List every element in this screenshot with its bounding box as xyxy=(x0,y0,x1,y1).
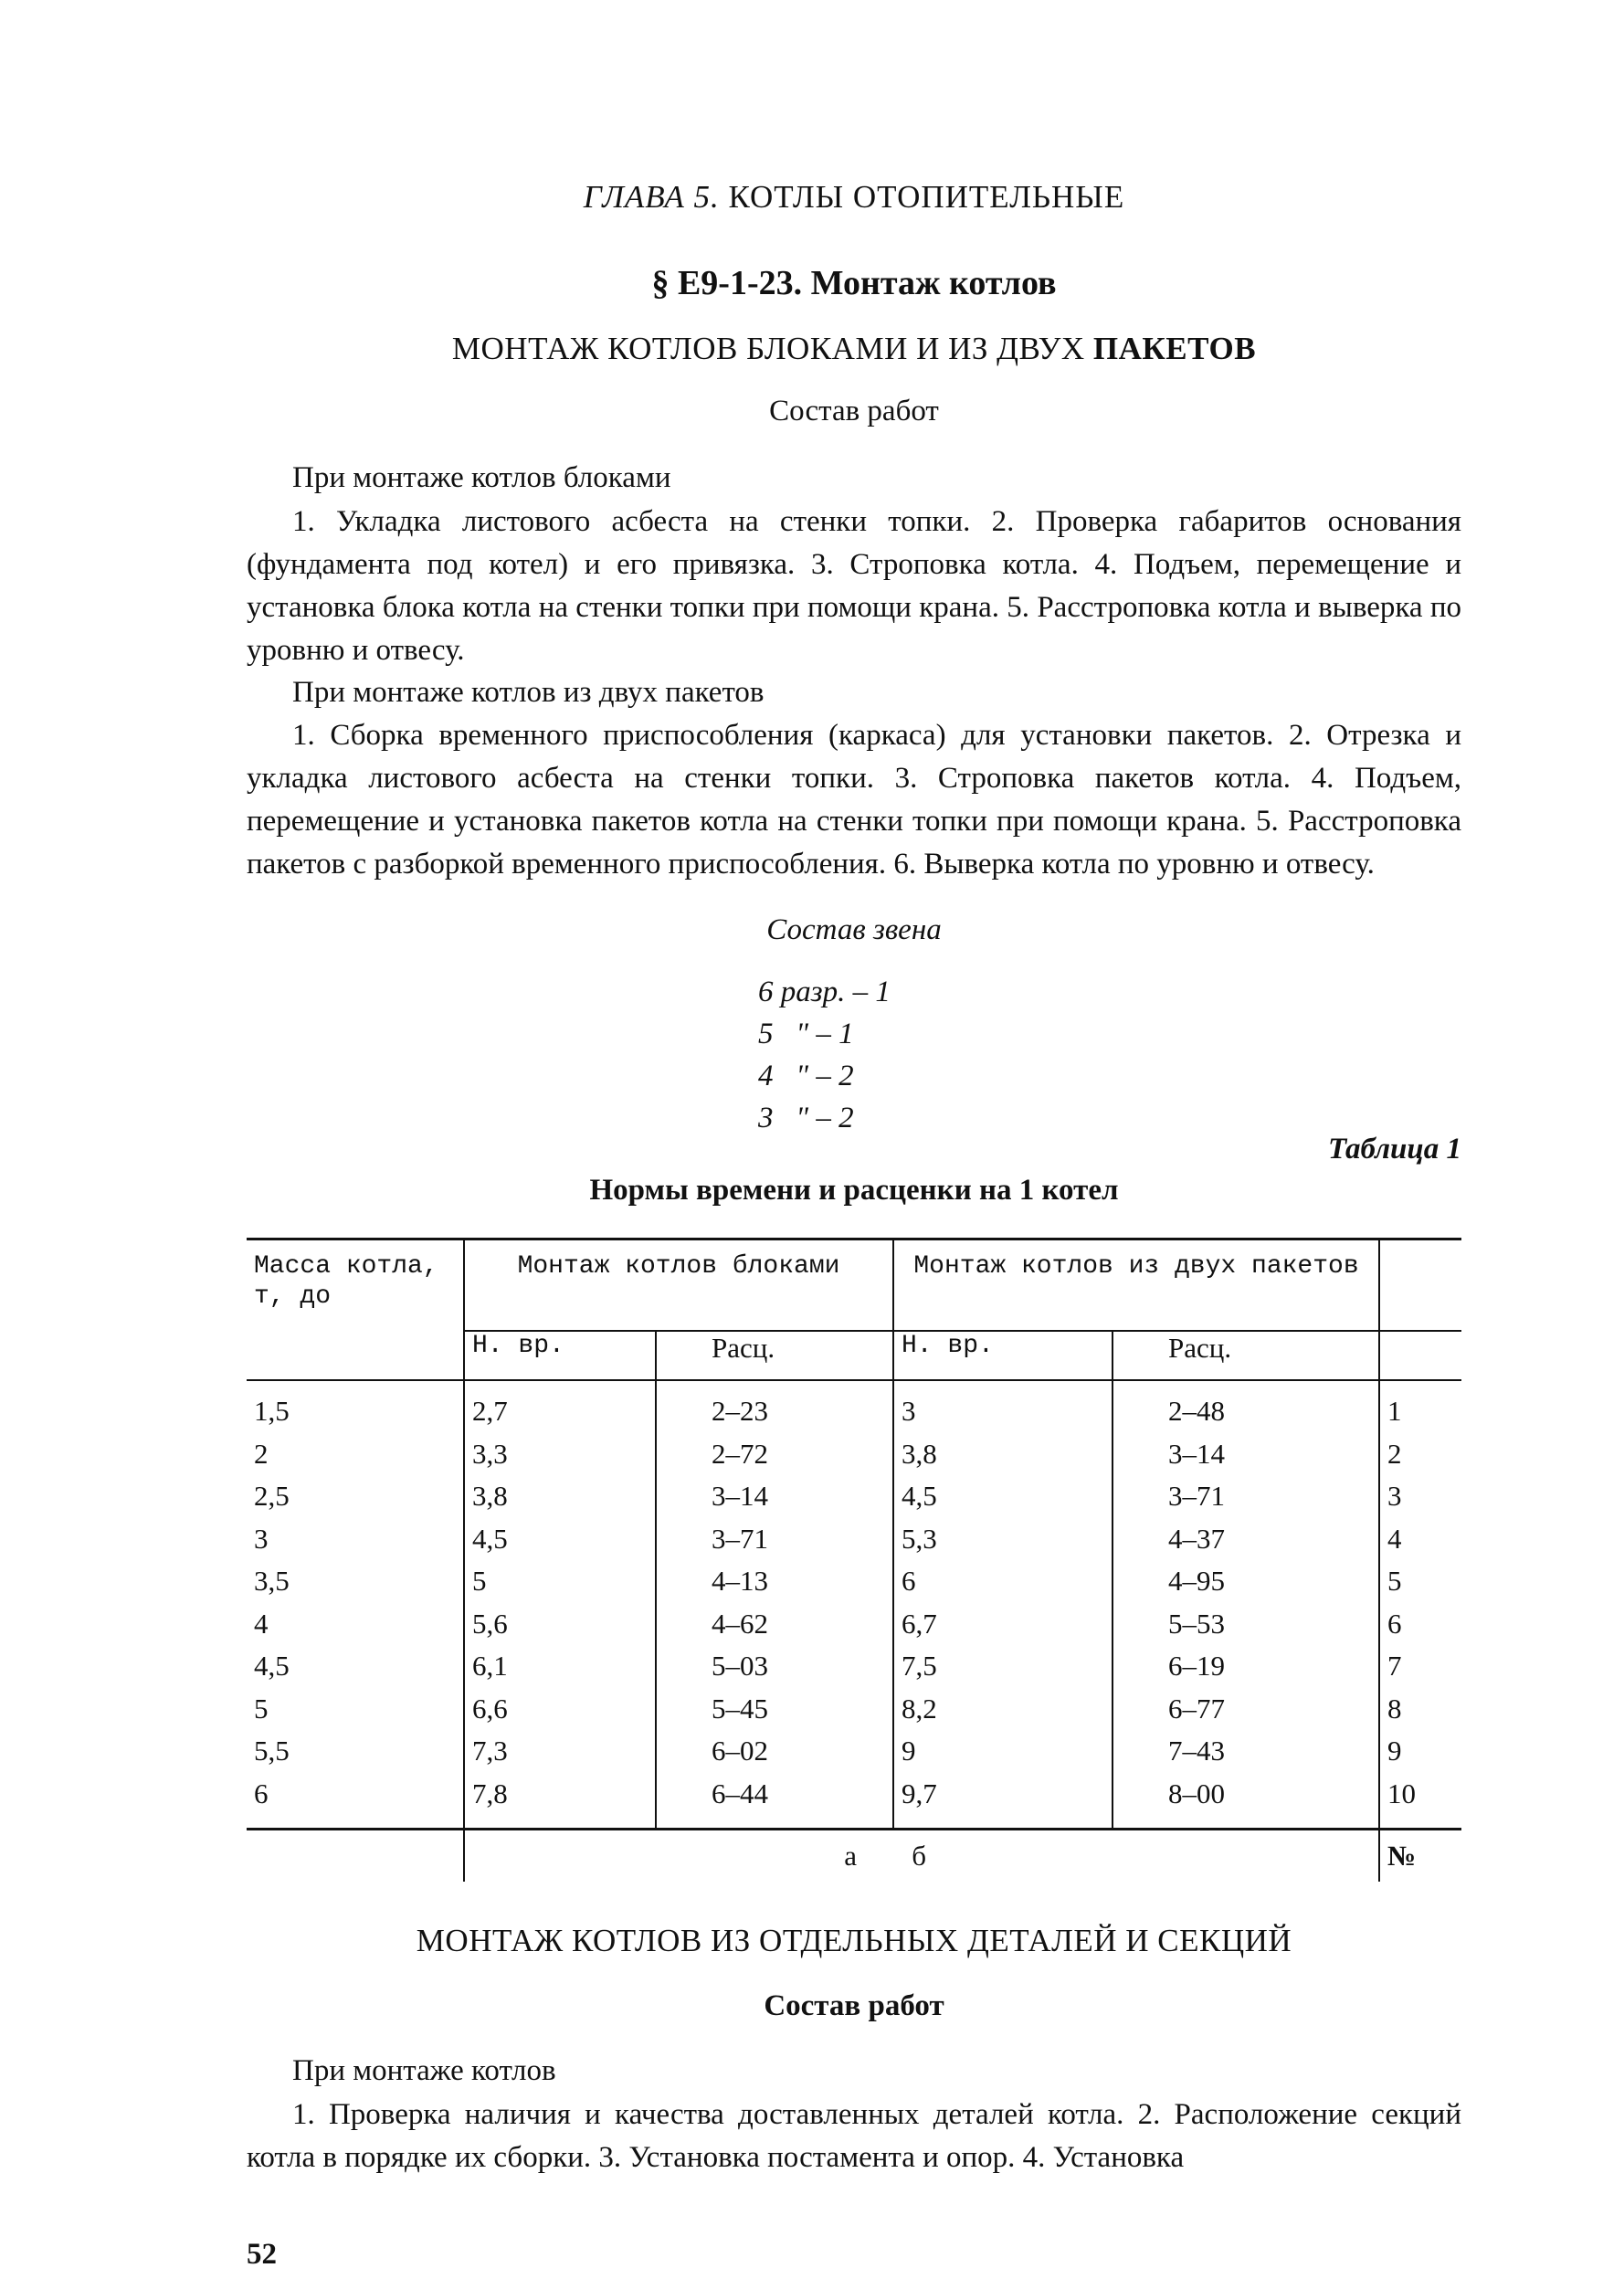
cell-b-time: 9 xyxy=(893,1730,1113,1773)
table-row xyxy=(247,1603,1461,1646)
cell-a-rate: 2–23 xyxy=(656,1380,893,1433)
cell-a-rate: 6–44 xyxy=(656,1773,893,1830)
chapter-label: ГЛАВА 5. xyxy=(583,179,720,215)
cell-b-time: 6 xyxy=(893,1560,1113,1603)
table-row xyxy=(247,1688,1461,1731)
cell-a-time: 7,8 xyxy=(464,1773,656,1830)
cell-b-rate: 8–00 xyxy=(1113,1773,1379,1830)
crew-title: Состав звена xyxy=(766,913,942,946)
subsection-title xyxy=(247,331,1461,367)
cell-a-time: 5 xyxy=(464,1560,656,1603)
chapter-title: КОТЛЫ ОТОПИТЕЛЬНЫЕ xyxy=(728,179,1125,215)
cell-a-rate: 5–45 xyxy=(656,1688,893,1731)
cell-a-rate: 4–62 xyxy=(656,1603,893,1646)
cell-mass: 3 xyxy=(254,1522,269,1555)
section-title: § Е9-1-23. Монтаж котлов xyxy=(651,264,1057,302)
cell-b-rate: 2–48 xyxy=(1113,1380,1379,1433)
crew-line: 4 " – 2 xyxy=(758,1060,854,1092)
table-row xyxy=(247,1773,1461,1830)
cell-mass: 4 xyxy=(254,1607,269,1640)
col-mass-header: Масса котла, т, до xyxy=(247,1239,464,1381)
table-row xyxy=(247,1433,1461,1476)
table-footer-row xyxy=(247,1830,1461,1883)
blocks-heading xyxy=(247,457,1461,500)
parts-text: 1. Проверка наличия и качества доставленных деталей котла. 2. Расположение секций котла в порядке их сборки. 3. Установка постамента и опор. 4. Установка xyxy=(247,2098,1461,2174)
cell-a-time: 3,3 xyxy=(464,1433,656,1476)
cell-num: 9 xyxy=(1379,1730,1461,1773)
packets-text: 1. Сборка временного приспособления (каркаса) для установки пакетов. 2. Отрезка и укладка листового асбеста на стенки топки. 3. Строповка пакетов котла. 4. Подъем, перемещение и установка пакетов котла на стенки топки при помощи крана. 5. Расстроповка пакетов с разборкой временного приспособления. 6. Выверка котла по уровню и отвесу. xyxy=(247,719,1461,881)
cell-mass: 5,5 xyxy=(254,1735,290,1767)
table-row xyxy=(247,1475,1461,1518)
cell-a-time: 3,8 xyxy=(464,1475,656,1518)
cell-b-time: 5,3 xyxy=(893,1518,1113,1561)
subsection-title-bold: ПАКЕТОВ xyxy=(1092,331,1257,366)
crew-line: 5 " – 1 xyxy=(758,1018,854,1050)
crew-list xyxy=(758,971,891,1139)
cell-a-rate: 6–02 xyxy=(656,1730,893,1773)
cell-a-time: 7,3 xyxy=(464,1730,656,1773)
cell-a-time: 6,1 xyxy=(464,1645,656,1688)
norms-table xyxy=(247,1238,1461,1882)
cell-b-time: 3,8 xyxy=(893,1433,1113,1476)
blocks-text: 1. Укладка листового асбеста на стенки топки. 2. Проверка габаритов основания (фундамента под котел) и его привязка. 3. Строповка котла. 4. Подъем, перемещение и установка блока котла на стенки топки при помощи крана. 5. Расстроповка котла и выверка по уровню и отвесу. xyxy=(247,505,1461,667)
cell-num: 6 xyxy=(1379,1603,1461,1646)
footer-mass xyxy=(247,1830,464,1883)
cell-mass: 2,5 xyxy=(254,1480,290,1512)
table-header-row xyxy=(247,1239,1461,1332)
cell-b-time: 6,7 xyxy=(893,1603,1113,1646)
a-time-header: Н. вр. xyxy=(464,1331,656,1380)
cell-b-rate: 7–43 xyxy=(1113,1730,1379,1773)
cell-b-time: 7,5 xyxy=(893,1645,1113,1688)
cell-mass: 6 xyxy=(247,1773,464,1830)
cell-a-time: 2,7 xyxy=(464,1380,656,1433)
packets-heading xyxy=(247,671,1461,714)
cell-mass: 1,5 xyxy=(254,1395,290,1427)
subsection2-title: МОНТАЖ КОТЛОВ ИЗ ОТДЕЛЬНЫХ ДЕТАЛЕЙ И СЕКЦИЙ xyxy=(416,1923,1292,1958)
cell-b-time: 3 xyxy=(893,1380,1113,1433)
table-row xyxy=(247,1380,1461,1433)
subsection-title-main: МОНТАЖ КОТЛОВ БЛОКАМИ И ИЗ ДВУХ xyxy=(451,331,1085,366)
cell-a-time: 5,6 xyxy=(464,1603,656,1646)
cell-mass: 5 xyxy=(254,1692,269,1725)
cell-b-rate: 6–19 xyxy=(1113,1645,1379,1688)
cell-num: 5 xyxy=(1379,1560,1461,1603)
cell-b-rate: 3–14 xyxy=(1113,1433,1379,1476)
footer-b: б xyxy=(893,1830,1379,1883)
cell-b-rate: 4–95 xyxy=(1113,1560,1379,1603)
table-title: Нормы времени и расценки на 1 котел xyxy=(589,1174,1119,1207)
parts-heading xyxy=(247,2050,1461,2093)
cell-mass: 2 xyxy=(254,1437,269,1470)
cell-num: 7 xyxy=(1379,1645,1461,1688)
table-label: Таблица 1 xyxy=(1327,1133,1461,1166)
cell-num: 1 xyxy=(1379,1380,1461,1433)
cell-b-time: 4,5 xyxy=(893,1475,1113,1518)
cell-b-rate: 4–37 xyxy=(1113,1518,1379,1561)
table-row xyxy=(247,1645,1461,1688)
cell-a-rate: 2–72 xyxy=(656,1433,893,1476)
group-a-header: Монтаж котлов блоками xyxy=(464,1239,893,1332)
b-rate-header: Расц. xyxy=(1113,1331,1379,1380)
cell-num: 3 xyxy=(1379,1475,1461,1518)
chapter-heading xyxy=(247,179,1461,216)
parts-heading-text: При монтаже котлов xyxy=(292,2054,556,2087)
cell-b-rate: 6–77 xyxy=(1113,1688,1379,1731)
table-row xyxy=(247,1730,1461,1773)
table-row xyxy=(247,1560,1461,1603)
a-rate-header: Расц. xyxy=(656,1331,893,1380)
group-b-header: Монтаж котлов из двух пакетов xyxy=(893,1239,1379,1332)
cell-num: 4 xyxy=(1379,1518,1461,1561)
composition-heading: Состав работ xyxy=(769,395,939,427)
cell-a-rate: 3–14 xyxy=(656,1475,893,1518)
composition-heading-2: Состав работ xyxy=(764,1989,944,2022)
cell-a-rate: 3–71 xyxy=(656,1518,893,1561)
blocks-heading-text: При монтаже котлов блоками xyxy=(292,461,671,494)
packets-heading-text: При монтаже котлов из двух пакетов xyxy=(292,676,765,709)
cell-b-rate: 5–53 xyxy=(1113,1603,1379,1646)
cell-b-time: 8,2 xyxy=(893,1688,1113,1731)
cell-a-rate: 5–03 xyxy=(656,1645,893,1688)
footer-num: № xyxy=(1387,1840,1417,1872)
cell-mass: 4,5 xyxy=(254,1650,290,1682)
page-number: 52 xyxy=(247,2238,277,2271)
crew-line: 6 разр. – 1 xyxy=(758,976,891,1008)
cell-b-rate: 3–71 xyxy=(1113,1475,1379,1518)
cell-a-time: 4,5 xyxy=(464,1518,656,1561)
cell-num: 8 xyxy=(1379,1688,1461,1731)
num-subheader xyxy=(1379,1331,1461,1380)
crew-line: 3 " – 2 xyxy=(758,1102,854,1134)
cell-a-rate: 4–13 xyxy=(656,1560,893,1603)
cell-num: 10 xyxy=(1379,1773,1461,1830)
num-header xyxy=(1379,1239,1461,1332)
b-time-header: Н. вр. xyxy=(893,1331,1113,1380)
table-body xyxy=(247,1380,1461,1830)
table-row xyxy=(247,1518,1461,1561)
cell-mass: 3,5 xyxy=(254,1565,290,1597)
cell-num: 2 xyxy=(1379,1433,1461,1476)
cell-b-time: 9,7 xyxy=(893,1773,1113,1830)
cell-a-time: 6,6 xyxy=(464,1688,656,1731)
footer-a: а xyxy=(464,1830,893,1883)
